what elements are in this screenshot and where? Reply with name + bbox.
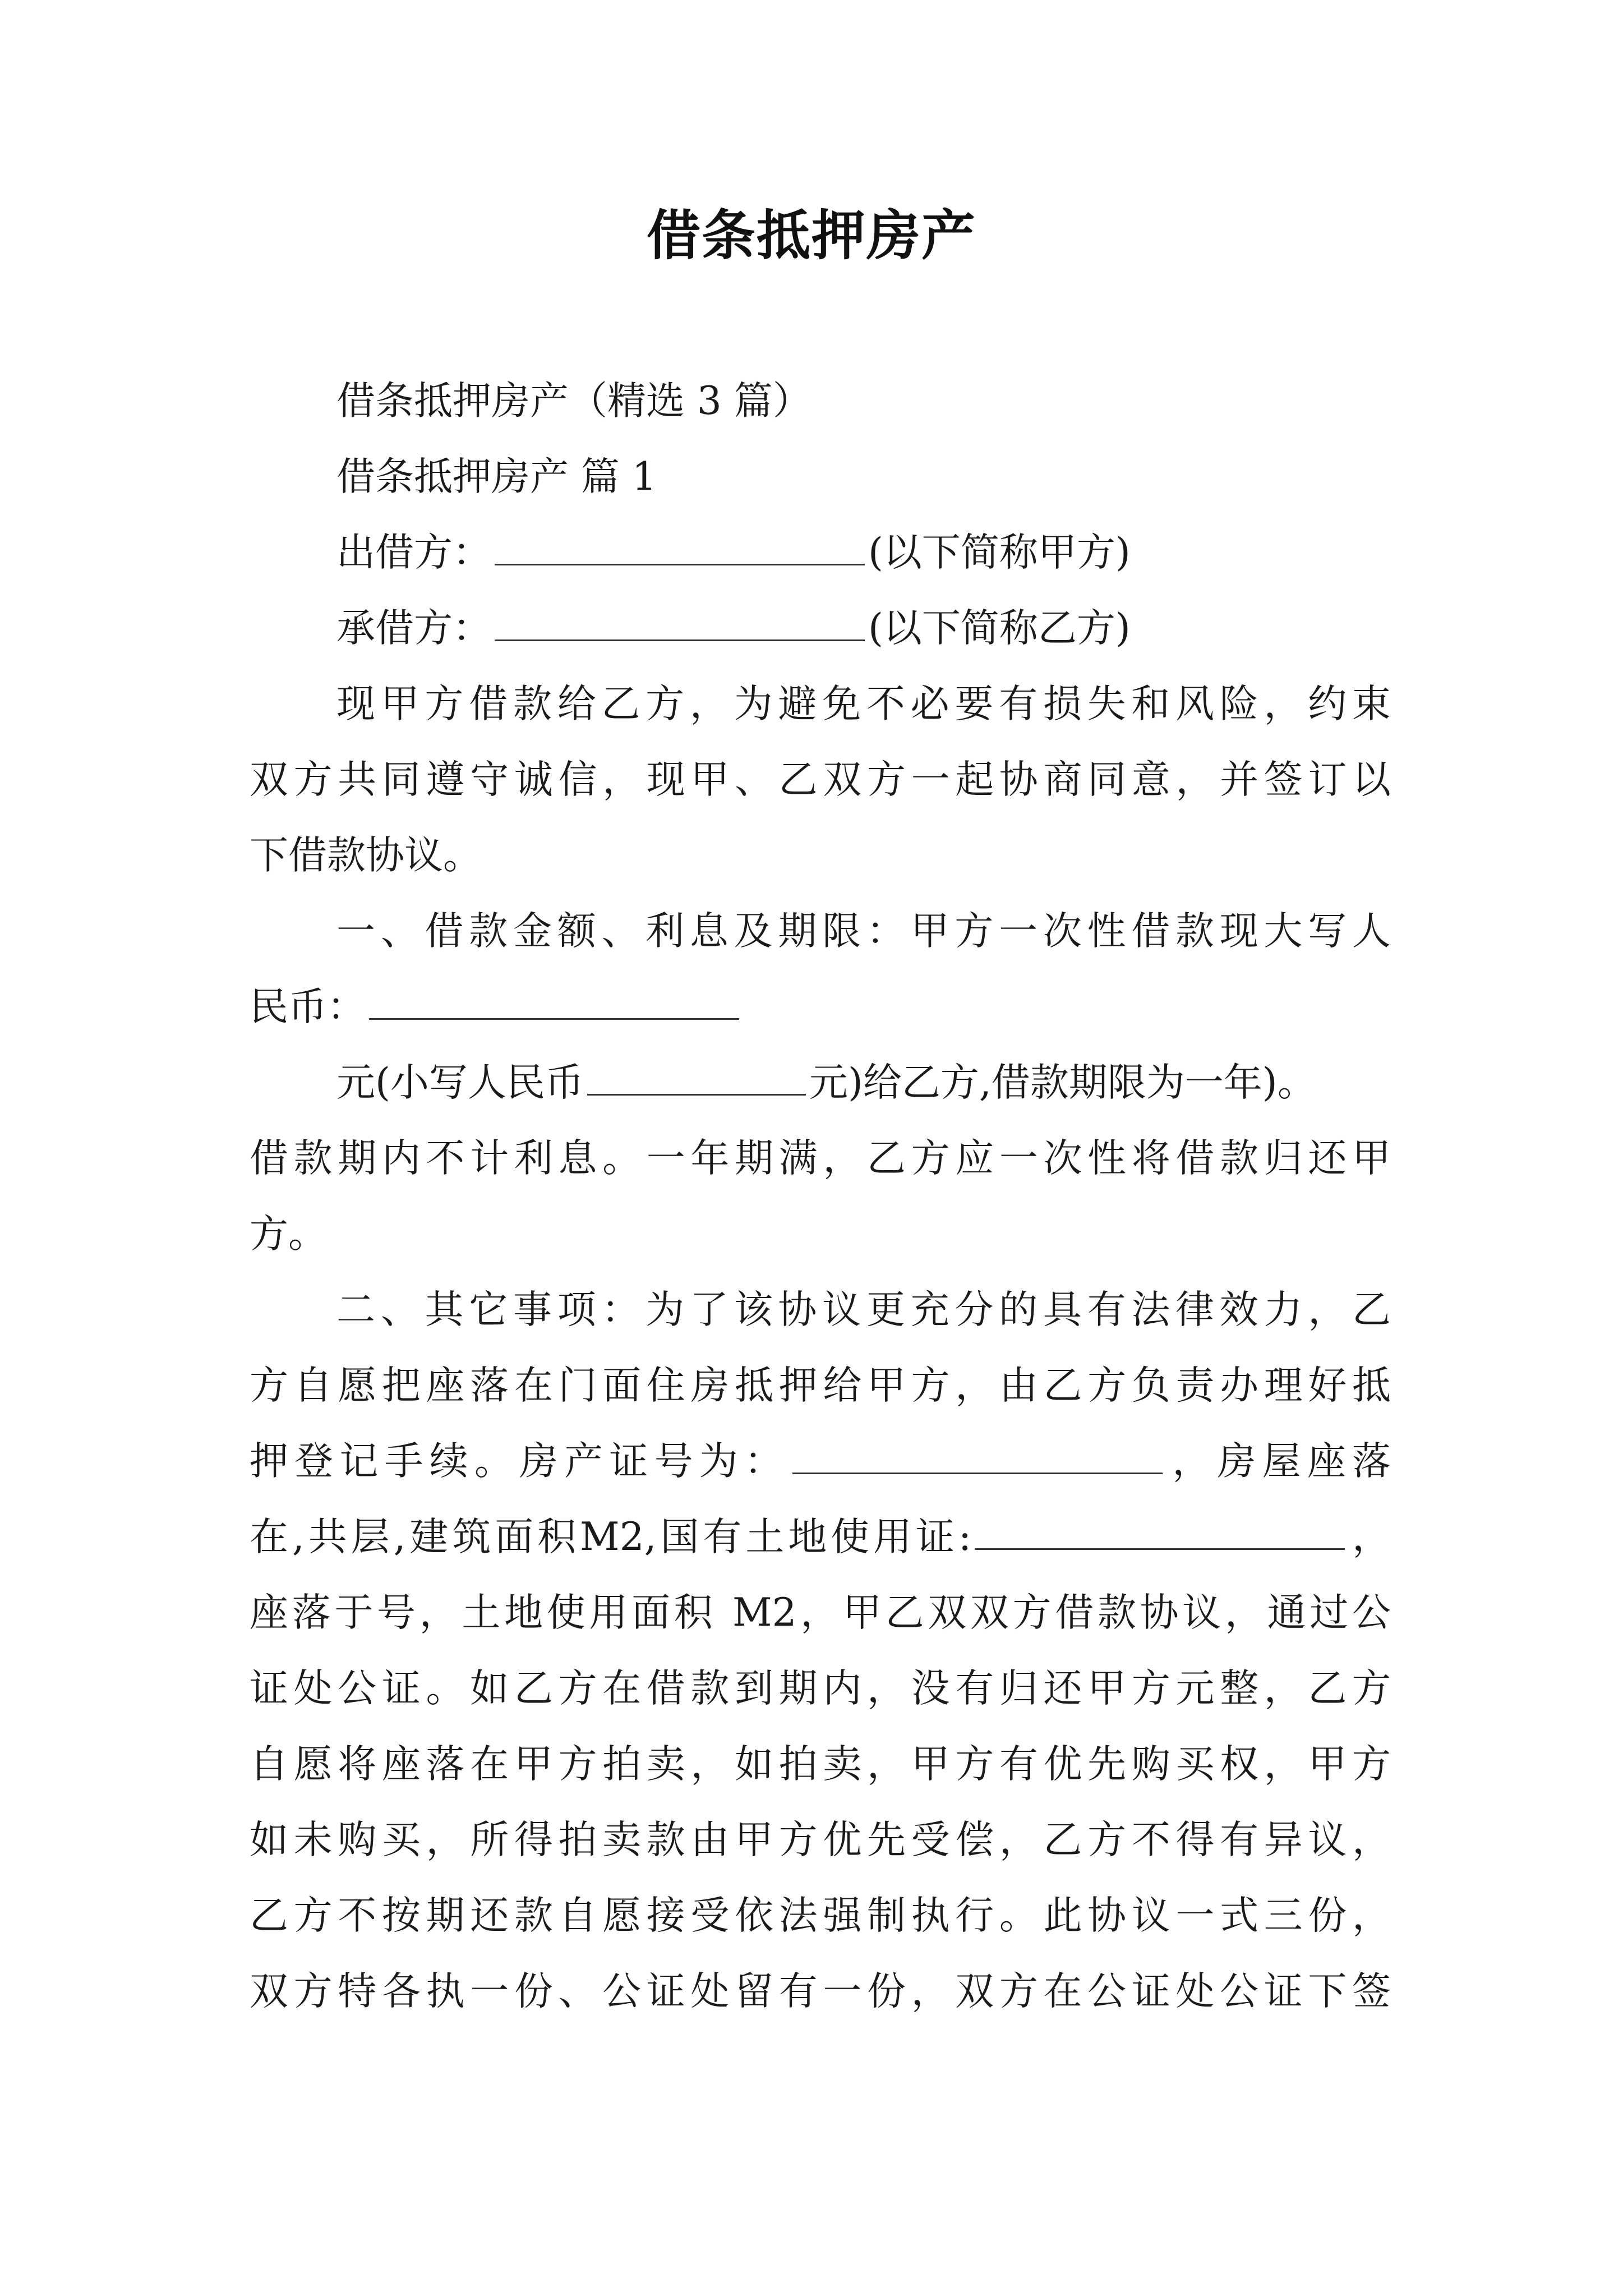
borrower-suffix: (以下简称乙方): [868, 606, 1131, 651]
clause2-land-suffix: ，: [1348, 1515, 1391, 1559]
borrower-line: [336, 600, 1131, 656]
clause2-line-6: 证处公证。如乙方在借款到期内，没有归还甲方元整，乙方: [250, 1666, 1391, 1711]
borrower-name-blank: [495, 600, 865, 641]
clause2-line-3: [250, 1433, 1391, 1489]
section-heading: 借条抵押房产 篇 1: [336, 454, 657, 499]
clause2-line-5: 座落于号，土地使用面积 M2，甲乙双双方借款协议，通过公: [250, 1590, 1391, 1635]
clause2-land-prefix: 在,共层,建筑面积M2,国有土地使用证:: [250, 1515, 972, 1559]
clause1-line-4: 借款期内不计利息。一年期满，乙方应一次性将借款归还甲: [250, 1136, 1391, 1181]
clause1-amount-suffix: 元)给乙方,借款期限为一年)。: [809, 1060, 1316, 1105]
clause2-line-1: 二、其它事项：为了该协议更充分的具有法律效力，乙: [336, 1287, 1391, 1332]
borrower-label: 承借方：: [336, 606, 491, 651]
land-certificate-blank: [975, 1509, 1345, 1550]
clause2-certificate-prefix: 押登记手续。房产证号为：: [250, 1439, 790, 1484]
clause1-amount-prefix: 元(小写人民币: [336, 1060, 584, 1105]
clause2-certificate-suffix: ，房屋座落: [1166, 1439, 1391, 1484]
document-title: 借条抵押房产: [647, 204, 976, 267]
clause2-line-8: 如未购买，所得拍卖款由甲方优先受偿，乙方不得有异议，: [250, 1818, 1391, 1862]
lender-suffix: (以下简称甲方): [868, 530, 1131, 575]
clause1-line-1: 一、借款金额、利息及期限：甲方一次性借款现大写人: [336, 909, 1391, 954]
property-certificate-blank: [792, 1433, 1163, 1474]
clause1-line-5: 方。: [250, 1212, 327, 1257]
intro-line-1: 现甲方借款给乙方，为避免不必要有损失和风险，约束: [336, 682, 1391, 726]
clause1-currency-label: 民币：: [250, 984, 366, 1029]
intro-line-3: 下借款协议。: [250, 833, 482, 878]
lender-label: 出借方：: [336, 530, 491, 575]
clause2-line-2: 方自愿把座落在门面住房抵押给甲方，由乙方负责办理好抵: [250, 1363, 1391, 1408]
clause1-line-3: [336, 1055, 1316, 1111]
amount-lowercase-blank: [587, 1055, 806, 1096]
document-subtitle: 借条抵押房产（精选 3 篇）: [336, 379, 811, 424]
lender-line: [336, 524, 1131, 581]
clause2-line-4: [250, 1509, 1391, 1565]
clause2-line-7: 自愿将座落在甲方拍卖，如拍卖，甲方有优先购买权，甲方: [250, 1742, 1391, 1787]
lender-name-blank: [495, 524, 865, 565]
intro-line-2: 双方共同遵守诚信，现甲、乙双方一起协商同意，并签订以: [250, 757, 1391, 802]
amount-uppercase-blank: [369, 979, 739, 1020]
clause1-line-2: [250, 979, 743, 1035]
clause2-line-10: 双方特各执一份、公证处留有一份，双方在公证处公证下签: [250, 1969, 1391, 2014]
clause2-line-9: 乙方不按期还款自愿接受依法强制执行。此协议一式三份，: [250, 1893, 1391, 1938]
